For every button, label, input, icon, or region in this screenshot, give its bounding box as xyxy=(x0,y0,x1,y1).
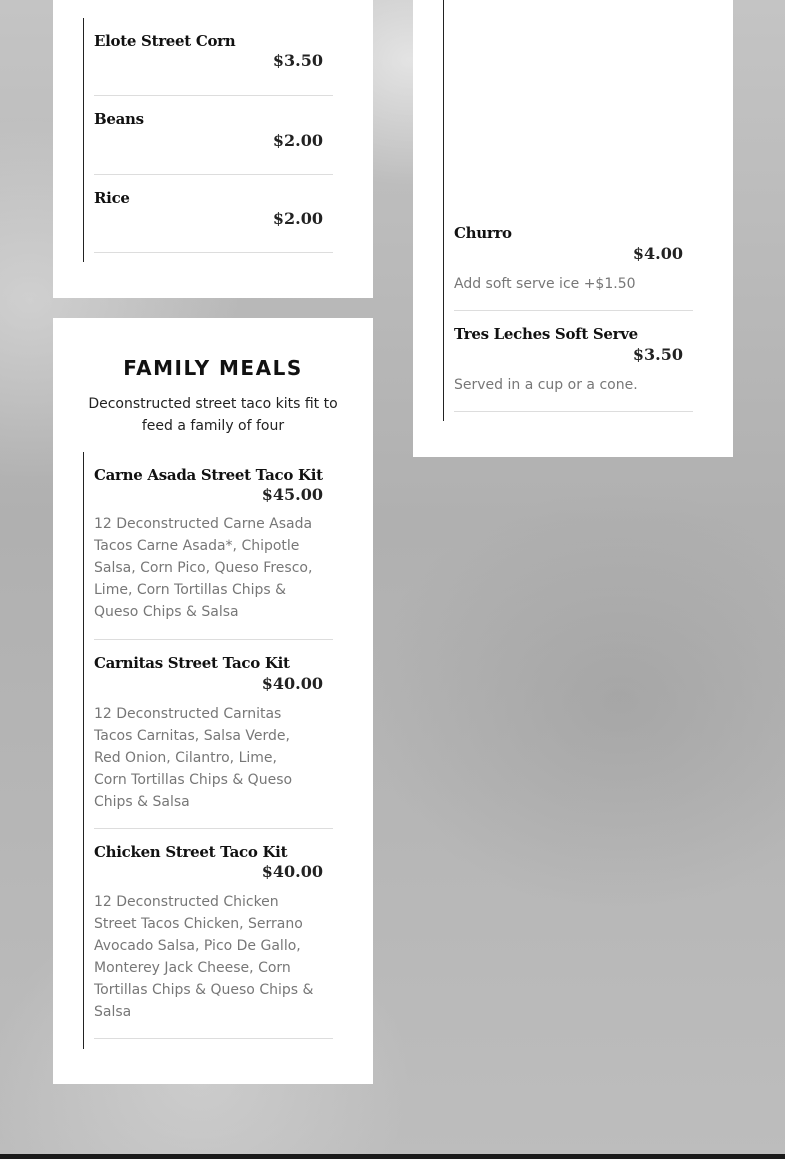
menu-item[interactable] xyxy=(94,640,333,829)
item-description: Add soft serve ice +$1.50 xyxy=(454,276,636,292)
item-description: Served in a cup or a cone. xyxy=(454,377,638,393)
family-meals-item-list xyxy=(83,452,333,1049)
desserts-item-list xyxy=(443,0,693,421)
item-price: $3.50 xyxy=(272,51,323,70)
item-price: $2.00 xyxy=(272,131,323,150)
item-name: Beans xyxy=(94,110,144,128)
item-price: $2.00 xyxy=(272,209,323,228)
item-price: $40.00 xyxy=(261,862,323,881)
item-name: Chicken Street Taco Kit xyxy=(94,843,288,861)
section-description: Deconstructed street taco kits fit to feed a family of four xyxy=(88,396,338,434)
menu-item[interactable] xyxy=(94,452,333,640)
item-name: Rice xyxy=(94,189,130,207)
item-name: Tres Leches Soft Serve xyxy=(454,325,638,343)
desserts-card xyxy=(413,0,733,457)
item-name: Elote Street Corn xyxy=(94,32,236,50)
family-meals-card xyxy=(53,318,373,1084)
item-name: Carne Asada Street Taco Kit xyxy=(94,466,323,484)
item-price: $40.00 xyxy=(261,674,323,693)
sides-card xyxy=(53,0,373,298)
item-description: 12 Deconstructed Carnitas Tacos Carnitas, Salsa Verde, Red Onion, Cilantro, Lime, Corn Tortillas Chips & Queso Chips & Salsa xyxy=(94,706,293,810)
menu-item[interactable] xyxy=(94,96,333,175)
bottom-bar xyxy=(0,1154,785,1159)
item-name: Churro xyxy=(454,224,512,242)
menu-item[interactable] xyxy=(94,18,333,96)
menu-item[interactable] xyxy=(94,829,333,1039)
item-description: 12 Deconstructed Carne Asada Tacos Carne Asada*, Chipotle Salsa, Corn Pico, Queso Fresco, Lime, Corn Tortillas Chips & Queso Chips & Salsa xyxy=(94,516,313,620)
section-title: FAMILY MEALS xyxy=(123,356,303,380)
item-price: $4.00 xyxy=(632,244,683,263)
image-placeholder xyxy=(454,0,693,211)
sides-item-list xyxy=(83,18,333,262)
menu-item[interactable] xyxy=(94,175,333,253)
item-price: $45.00 xyxy=(261,485,323,504)
item-name: Carnitas Street Taco Kit xyxy=(94,654,290,672)
item-price: $3.50 xyxy=(632,345,683,364)
menu-item[interactable] xyxy=(454,311,693,412)
item-description: 12 Deconstructed Chicken Street Tacos Chicken, Serrano Avocado Salsa, Pico De Gallo, Monterey Jack Cheese, Corn Tortillas Chips & Queso Chips & Salsa xyxy=(94,894,314,1020)
menu-item[interactable] xyxy=(454,211,693,311)
